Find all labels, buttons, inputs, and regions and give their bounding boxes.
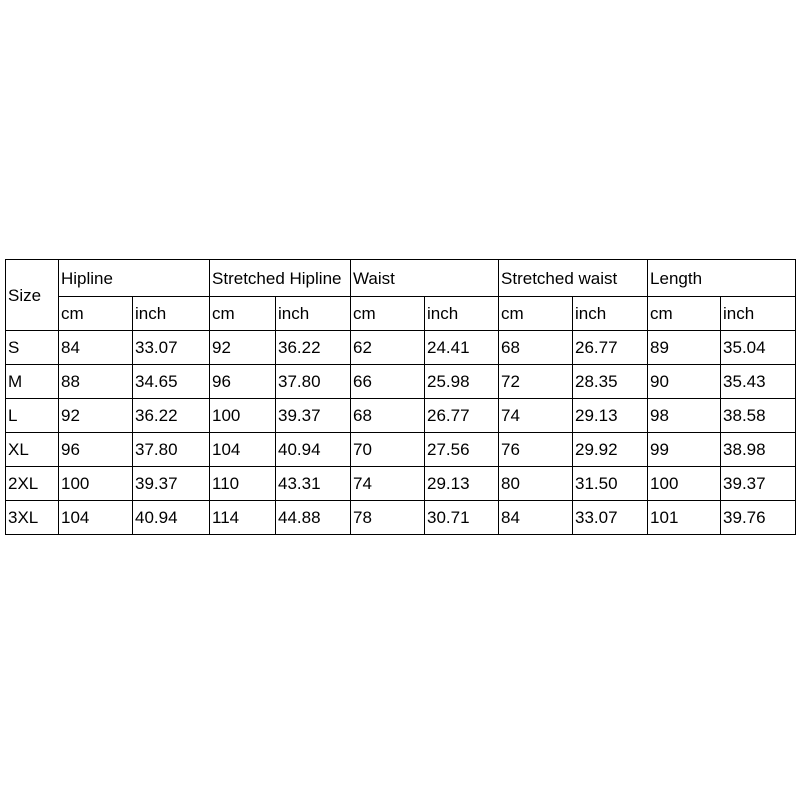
measurement-cell: 74 <box>351 467 425 501</box>
measurement-cell: 96 <box>59 433 133 467</box>
measurement-cell: 39.37 <box>133 467 210 501</box>
unit-header: inch <box>573 297 648 331</box>
measurement-cell: 30.71 <box>425 501 499 535</box>
size-label-cell: L <box>6 399 59 433</box>
table-row <box>6 467 796 501</box>
measurement-cell: 104 <box>59 501 133 535</box>
measurement-cell: 43.31 <box>276 467 351 501</box>
measurement-cell: 74 <box>499 399 573 433</box>
measurement-cell: 66 <box>351 365 425 399</box>
measurement-cell: 62 <box>351 331 425 365</box>
measurement-cell: 24.41 <box>425 331 499 365</box>
table-row <box>6 399 796 433</box>
measurement-cell: 68 <box>351 399 425 433</box>
measurement-cell: 35.04 <box>721 331 796 365</box>
measurement-cell: 99 <box>648 433 721 467</box>
measurement-cell: 92 <box>59 399 133 433</box>
unit-header: inch <box>276 297 351 331</box>
measurement-cell: 89 <box>648 331 721 365</box>
table-row <box>6 365 796 399</box>
size-label-cell: XL <box>6 433 59 467</box>
measurement-cell: 39.37 <box>276 399 351 433</box>
measurement-cell: 36.22 <box>276 331 351 365</box>
measurement-cell: 101 <box>648 501 721 535</box>
measurement-cell: 25.98 <box>425 365 499 399</box>
measurement-group-header: Length <box>648 260 796 297</box>
measurement-cell: 70 <box>351 433 425 467</box>
measurement-cell: 39.76 <box>721 501 796 535</box>
measurement-cell: 98 <box>648 399 721 433</box>
unit-header: cm <box>210 297 276 331</box>
unit-header: inch <box>133 297 210 331</box>
table-row <box>6 331 796 365</box>
measurement-cell: 36.22 <box>133 399 210 433</box>
measurement-group-header: Stretched waist <box>499 260 648 297</box>
measurement-cell: 38.98 <box>721 433 796 467</box>
measurement-cell: 33.07 <box>133 331 210 365</box>
measurement-cell: 100 <box>648 467 721 501</box>
measurement-cell: 29.92 <box>573 433 648 467</box>
unit-header-row <box>6 297 796 331</box>
measurement-cell: 37.80 <box>276 365 351 399</box>
measurement-cell: 78 <box>351 501 425 535</box>
measurement-cell: 44.88 <box>276 501 351 535</box>
measurement-cell: 39.37 <box>721 467 796 501</box>
measurement-cell: 110 <box>210 467 276 501</box>
measurement-cell: 72 <box>499 365 573 399</box>
measurement-cell: 40.94 <box>276 433 351 467</box>
table-row <box>6 433 796 467</box>
unit-header: inch <box>721 297 796 331</box>
measurement-cell: 80 <box>499 467 573 501</box>
measurement-cell: 38.58 <box>721 399 796 433</box>
size-label-cell: 2XL <box>6 467 59 501</box>
measurement-cell: 40.94 <box>133 501 210 535</box>
measurement-cell: 100 <box>210 399 276 433</box>
measurement-cell: 31.50 <box>573 467 648 501</box>
measurement-group-header: Waist <box>351 260 499 297</box>
measurement-cell: 84 <box>59 331 133 365</box>
size-column-header: Size <box>6 260 59 331</box>
measurement-cell: 114 <box>210 501 276 535</box>
table-row <box>6 501 796 535</box>
measurement-group-header: Hipline <box>59 260 210 297</box>
unit-header: cm <box>499 297 573 331</box>
measurement-group-header: Stretched Hipline <box>210 260 351 297</box>
measurement-cell: 29.13 <box>573 399 648 433</box>
measurement-cell: 76 <box>499 433 573 467</box>
measurement-cell: 26.77 <box>425 399 499 433</box>
unit-header: inch <box>425 297 499 331</box>
measurement-cell: 100 <box>59 467 133 501</box>
size-label-cell: M <box>6 365 59 399</box>
measurement-cell: 84 <box>499 501 573 535</box>
measurement-cell: 26.77 <box>573 331 648 365</box>
measurement-cell: 104 <box>210 433 276 467</box>
measurement-cell: 27.56 <box>425 433 499 467</box>
measurement-cell: 96 <box>210 365 276 399</box>
group-header-row <box>6 260 796 297</box>
size-label-cell: 3XL <box>6 501 59 535</box>
unit-header: cm <box>59 297 133 331</box>
measurement-cell: 90 <box>648 365 721 399</box>
measurement-cell: 29.13 <box>425 467 499 501</box>
measurement-cell: 92 <box>210 331 276 365</box>
unit-header: cm <box>648 297 721 331</box>
measurement-cell: 35.43 <box>721 365 796 399</box>
size-label-cell: S <box>6 331 59 365</box>
measurement-cell: 28.35 <box>573 365 648 399</box>
measurement-cell: 33.07 <box>573 501 648 535</box>
size-chart-table <box>5 259 796 535</box>
unit-header: cm <box>351 297 425 331</box>
measurement-cell: 34.65 <box>133 365 210 399</box>
measurement-cell: 68 <box>499 331 573 365</box>
measurement-cell: 37.80 <box>133 433 210 467</box>
measurement-cell: 88 <box>59 365 133 399</box>
